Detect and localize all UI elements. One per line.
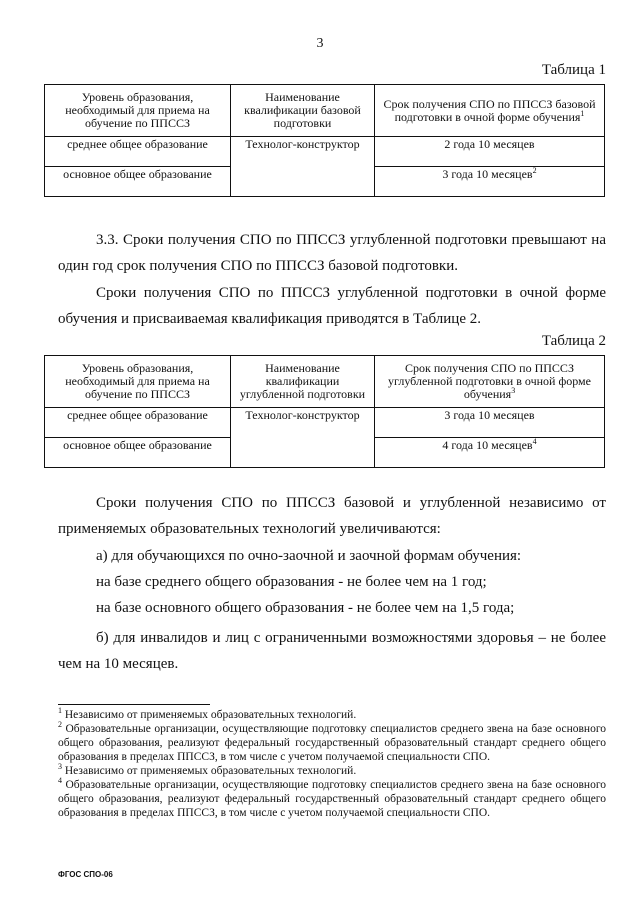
paragraph-increase: Сроки получения СПО по ППССЗ базовой и углубленной независимо от применяемых образовательных технологий увеличиваются: — [58, 495, 606, 537]
table1-header-term: Срок получения СПО по ППССЗ базовой подготовки в очной форме обучения$^1$ — [375, 85, 605, 137]
table1-row1-term: 2 года 10 месяцев — [375, 137, 605, 167]
table1-header-level: Уровень образования, необходимый для приема на обучение по ППССЗ — [45, 85, 231, 137]
table1-caption: Таблица 1 — [541, 62, 606, 78]
table1-row1-level: среднее общее образование — [45, 137, 231, 167]
table2-header-qualification: Наименование квалификации углубленной подготовки — [231, 356, 375, 408]
footnotes — [58, 708, 606, 820]
page-number: 3 — [316, 36, 324, 51]
footnote-1: $^1$ Независимо от применяемых образовательных технологий. — [58, 706, 357, 721]
footnote-ref: 2 — [532, 166, 537, 175]
item-a-1: на базе среднего общего образования - не более чем на 1 год; — [96, 574, 487, 590]
paragraph-terms: Сроки получения СПО по ППССЗ углубленной подготовки в очной форме обучения и присваиваемая квалификация приводятся в Таблице 2. — [58, 285, 606, 327]
table2-caption: Таблица 2 — [541, 333, 606, 349]
footnote-ref: 1 — [580, 108, 585, 118]
table1 — [44, 84, 605, 197]
footnote-ref: 3 — [511, 386, 516, 395]
table1-header-qualification: Наименование квалификации базовой подготовки — [231, 85, 375, 137]
table2-row1-term: 3 года 10 месяцев — [375, 408, 605, 438]
footnote-ref: 4 — [532, 437, 537, 446]
footnote-2: $^2$ Образовательные организации, осуществляющие подготовку специалистов среднего звена на базе основного общего образования, реализуют федеральный государственный образовательный стандарт среднего общего образования в пределах ППССЗ, в том числе с учетом получаемой специальности СПО. — [58, 720, 607, 763]
table2-row2-term: 4 года 10 месяцев$^4$ — [375, 438, 605, 468]
item-a-2: на базе основного общего образования - не более чем на 1,5 года; — [96, 600, 515, 616]
table1-row2-level: основное общее образование — [45, 167, 231, 197]
item-a: а) для обучающихся по очно-заочной и заочной формам обучения: — [96, 548, 522, 564]
table2 — [44, 355, 605, 468]
item-b: б) для инвалидов и лиц с ограниченными возможностями здоровья – не более чем на 10 месяцев. — [58, 630, 606, 672]
footnote-3: $^3$ Независимо от применяемых образовательных технологий. — [58, 762, 357, 777]
document-code: ФГОС СПО-06 — [58, 870, 113, 879]
table2-row1-level: среднее общее образование — [45, 408, 231, 438]
paragraph-3-3: 3.3. Сроки получения СПО по ППССЗ углубленной подготовки превышают на один год срок получения СПО по ППССЗ базовой подготовки. — [58, 232, 606, 274]
table1-qualification: Технолог-конструктор — [231, 137, 375, 197]
footnote-4: $^4$ Образовательные организации, осуществляющие подготовку специалистов среднего звена на базе основного общего образования, реализуют федеральный государственный образовательный стандарт среднего общего образования в пределах ППССЗ, в том числе с учетом получаемой специальности СПО. — [58, 776, 607, 819]
table2-header-level: Уровень образования, необходимый для приема на обучение по ППССЗ — [45, 356, 231, 408]
table2-header-term: Срок получения СПО по ППССЗ углубленной подготовки в очной форме обучения$^3$ — [375, 356, 605, 408]
table1-row2-term: 3 года 10 месяцев$^2$ — [375, 167, 605, 197]
table2-qualification: Технолог-конструктор — [231, 408, 375, 468]
footnote-divider — [58, 704, 210, 705]
table2-row2-level: основное общее образование — [45, 438, 231, 468]
